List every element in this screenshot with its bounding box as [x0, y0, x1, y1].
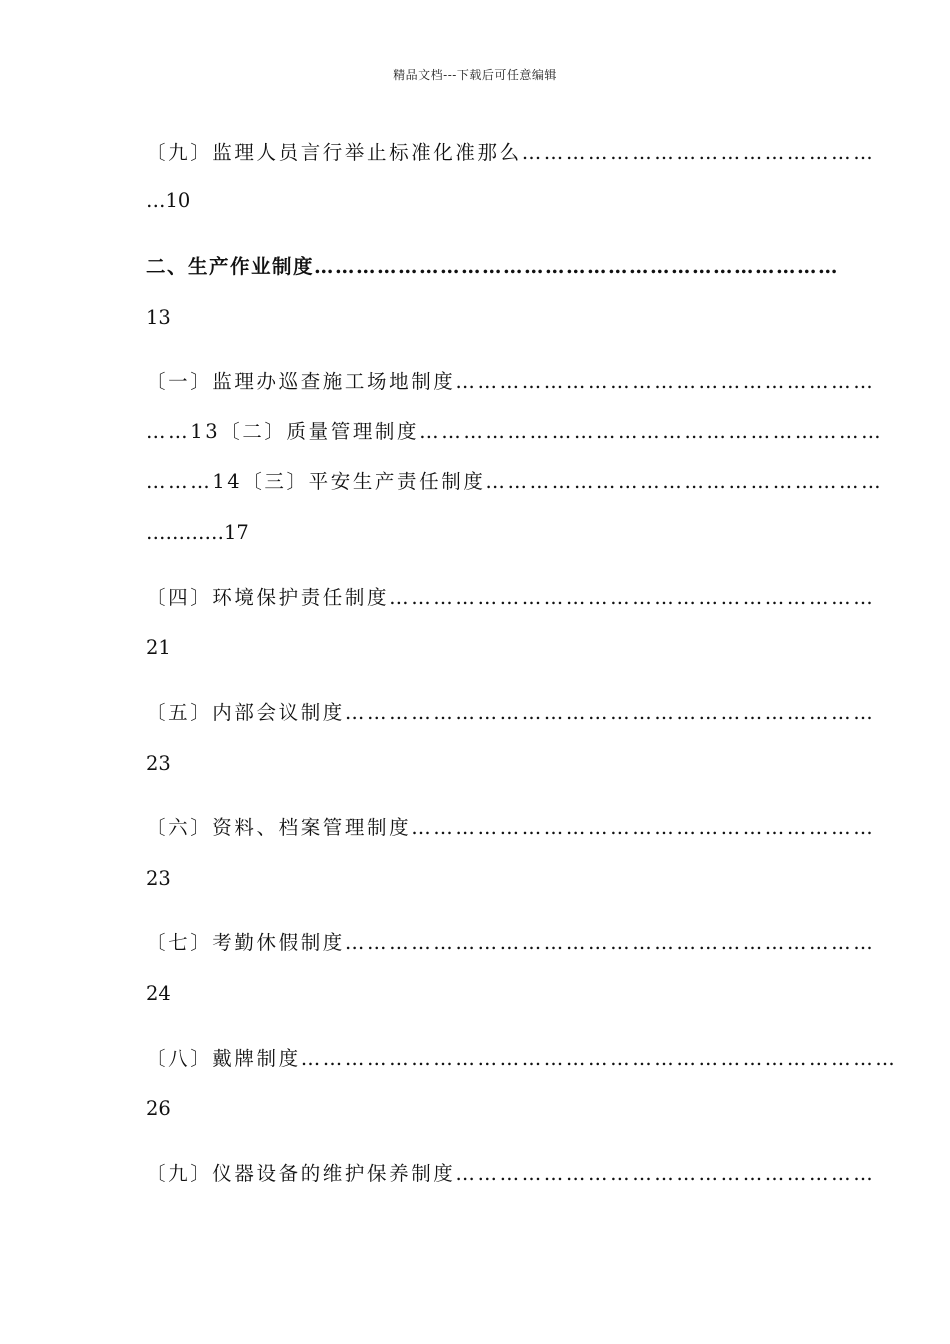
toc-entry-9-guidelines: 〔九〕监理人员言行举止标准化准那么………………………………………… [146, 141, 876, 164]
toc-entry-5-meetings: 〔五〕内部会议制度……………………………………………………………… [146, 701, 876, 724]
toc-entry-7-attendance: 〔七〕考勤休假制度……………………………………………………………… [146, 931, 876, 954]
toc-page-number: 13 [146, 306, 171, 329]
toc-page-number: …………17 [146, 521, 249, 544]
toc-entry-6-archives: 〔六〕资料、档案管理制度……………………………………………………… [146, 816, 876, 839]
toc-entry-8-badges: 〔八〕戴牌制度……………………………………………………………………… [146, 1047, 898, 1070]
toc-section-production: 二、生产作业制度………………………………………………………………… [146, 255, 840, 278]
toc-entry-9-equipment: 〔九〕仪器设备的维护保养制度………………………………………………… [146, 1162, 876, 1185]
toc-entry-3-safety: ………14〔三〕平安生产责任制度……………………………………………… [146, 470, 884, 493]
toc-page-number: 26 [146, 1097, 171, 1120]
toc-entry-2-quality: ……13〔二〕质量管理制度……………………………………………………… [146, 420, 884, 443]
toc-entry-4-environment: 〔四〕环境保护责任制度………………………………………………………… [146, 586, 876, 609]
page-header: 精品文档---下载后可任意编辑 [393, 68, 557, 82]
toc-page-number: …10 [146, 189, 191, 212]
toc-page-number: 21 [146, 636, 171, 659]
toc-page-number: 24 [146, 982, 171, 1005]
toc-entry-1-inspection: 〔一〕监理办巡查施工场地制度………………………………………………… [146, 370, 876, 393]
toc-page-number: 23 [146, 867, 171, 890]
toc-page-number: 23 [146, 752, 171, 775]
